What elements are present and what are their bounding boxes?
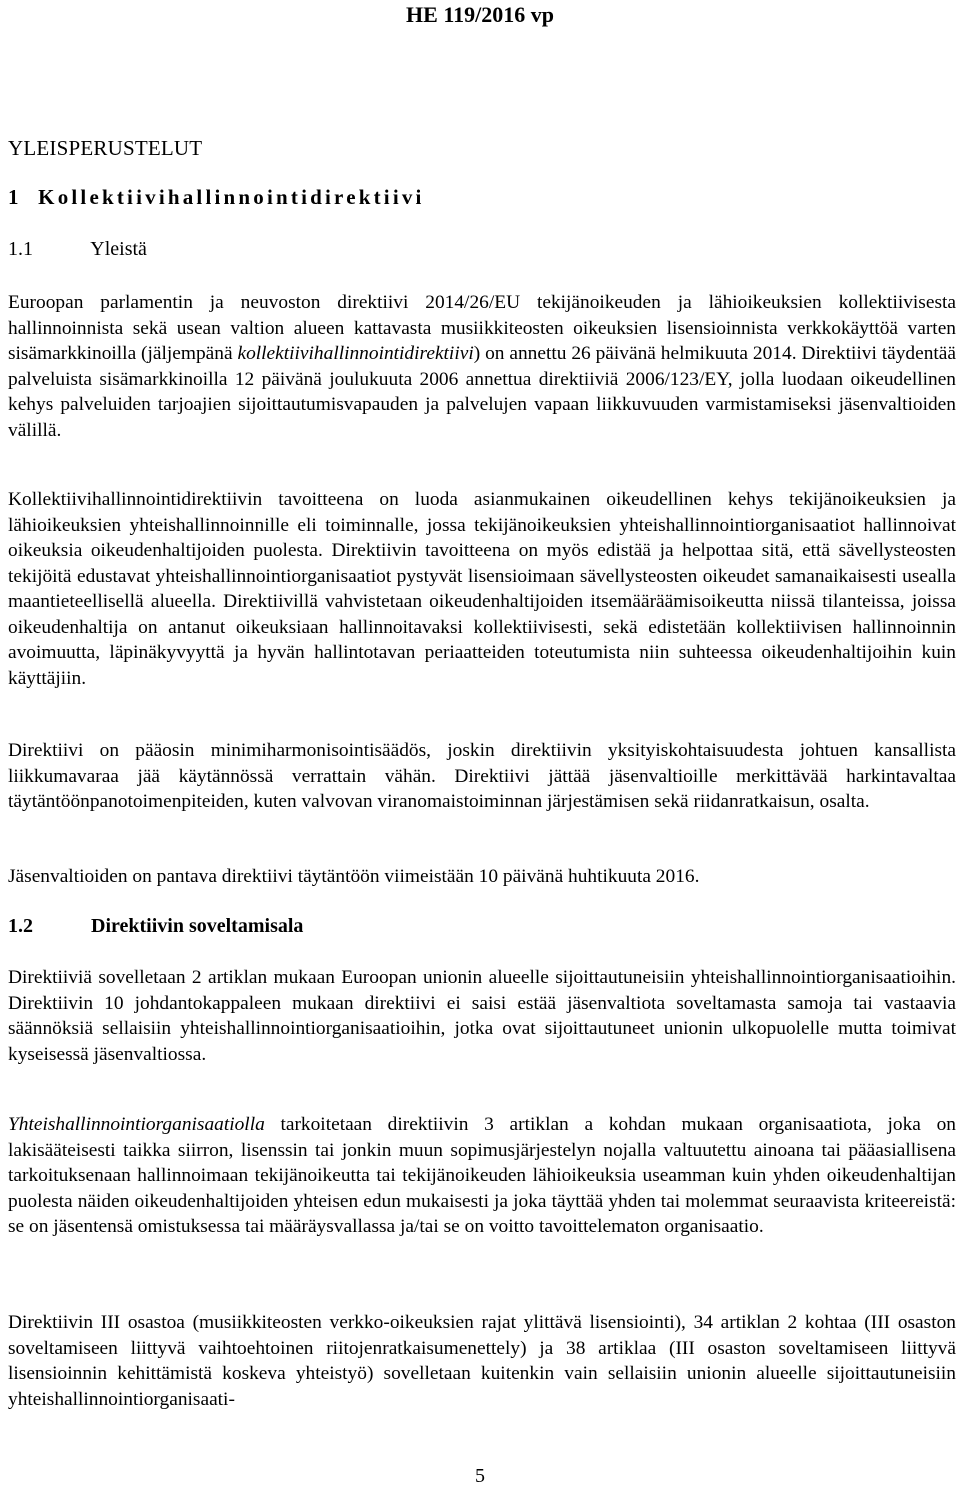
defined-term: kollektiivihallinnointidirektiivi [237, 343, 474, 364]
chapter-number: 1 [8, 185, 22, 209]
page-number: 5 [475, 1465, 485, 1487]
paragraph-intro-text: Direktiivi täydentää palveluista sisämarkkinoilla 12 päivänä joulukuuta 2006 annettua direktiiviä 2006/123/EY, jolla luodaan oikeudellinen kehys palveluiden tarjoajien sijoittautumisvapauden ja palvelujen vapaan liikkuvuuden varmistamiseksi jäsenvaltioiden välillä. [8, 343, 957, 441]
defined-term: Yhteishallinnointiorganisaatiolla [8, 1114, 265, 1135]
chapter-title: Kollektiivihallinnointidirektiivi [38, 185, 425, 209]
paragraph-intro-text: Euroopan parlamentin ja neuvoston direktiivi 2014/26/EU tekijänoikeuden ja lähioikeuksien kollektiivisesta hallinnoinnista sekä usean valtion alueen kattavasta musiikkiteosten oikeuksien lisensioinnista verkkokäyttöä varten sisämarkkinoilla (jäljempänä [8, 292, 956, 364]
document-id-header: HE 119/2016 vp [406, 2, 554, 27]
paragraph-definition [8, 1112, 956, 1240]
section-heading-1-1 [8, 238, 147, 261]
section-title: Direktiivin soveltamisala [91, 915, 304, 937]
paragraph-deadline: Jäsenvaltioiden on pantava direktiivi täytäntöön viimeistään 10 päivänä huhtikuuta 2016. [8, 866, 700, 887]
paragraph-harmonisation: Direktiivi on pääosin minimiharmonisointisäädös, joskin direktiivin yksityiskohtaisuudesta johtuen kansallista liikkumavaraa jää käytännössä verrattain vähän. Direktiivi jättää jäsenvaltioille merkittävää harkintavaltaa täytäntöönpanotoimenpiteiden, kuten valvovan viranomaistoiminnan järjestämisen sekä riidanratkaisun, osalta. [8, 740, 956, 812]
chapter-heading [8, 185, 425, 210]
paragraph-scope: Direktiiviä sovelletaan 2 artiklan mukaan Euroopan unionin alueelle sijoittautuneisiin yhteishallinnointiorganisaatioihin. Direktiivin 10 johdantokappaleen mukaan direktiivi ei saisi estää jäsenvaltiota soveltamasta samoja tai vastaavia säännöksiä sellaisiin yhteishallinnointiorganisaatioihin, jotka ovat sijoittautuneet unionin ulkopuolelle mutta toimivat kyseisessä jäsenvaltiossa. [8, 967, 956, 1065]
section-heading-1-2 [8, 915, 303, 938]
paragraph-intro [8, 290, 956, 443]
paragraph-objectives: Kollektiivihallinnointidirektiivin tavoitteena on luoda asianmukainen oikeudellinen kehys tekijänoikeuksien ja lähioikeuksien yhteishallinnoinnille eli toiminnalle, jossa tekijänoikeuksien yhteishallinnointiorganisaatiot hallinnoivat oikeuksia oikeudenhaltijoiden puolesta. Direktiivin tavoitteena on myös edistää ja helpottaa sitä, että sävellysteosten tekijöitä edustavat yhteishallinnointiorganisaatiot pystyvät lisensioimaan sävellysteosten oikeudet samanaikaisesti usealla maantieteellisellä alueella. Direktiivillä vahvistetaan oikeudenhaltijoiden itsemääräämisoikeutta niissä tilanteissa, joissa oikeudenhaltija on antanut oikeuksiaan hallinnoitavaksi kollektiivisesti, sekä edistetään kollektiivisen hallinnoinnin avoimuutta, läpinäkyvyyttä ja hyvän hallintotavan periaatteiden toteutumista niin suhteessa oikeudenhaltijoihin kuin käyttäjiin. [8, 489, 956, 689]
paragraph-title-iii: Direktiivin III osastoa (musiikkiteosten verkko-oikeuksien rajat ylittävä lisensiointi), 34 artiklan 2 kohtaa (III osaston soveltamiseen liittyvä vaihtoehtoinen riitojenratkaisumenettely) ja 38 artiklaa (III osaston soveltamiseen liittyvä lisensioinnin kehittämistä koskeva yhteistyö) sovelletaan kuitenkin vain sellaisiin unionin alueelle sijoittautuneisiin yhteishallinnointiorganisaati- [8, 1312, 956, 1410]
section-number: 1.2 [8, 915, 33, 937]
main-heading: YLEISPERUSTELUT [8, 136, 203, 160]
paragraph-intro-text: ) on annettu 26 päivänä helmikuuta 2014. [473, 343, 802, 364]
section-number: 1.1 [8, 238, 33, 260]
paragraph-definition-text: tarkoitetaan direktiivin 3 artiklan a kohdan mukaan organisaatiota, joka on lakisääteisesti taikka siirron, lisenssin tai jonkin muun sopimusjärjestelyn nojalla valtuutettu ainoana tai pääasiallisena tarkoituksenaan hallinnoimaan tekijänoikeutta tai tekijänoikeuden lähioikeuksia useamman kuin yhden oikeudenhaltijan puolesta näiden oikeudenhaltijoiden yhteisen edun mukaisesti ja joka täyttää yhden tai molemmat seuraavista kriteereistä: se on jäsentensä omistuksessa tai määräysvallassa ja/tai se on voitto tavoittelematon organisaatio. [8, 1114, 956, 1237]
section-title: Yleistä [90, 238, 147, 260]
